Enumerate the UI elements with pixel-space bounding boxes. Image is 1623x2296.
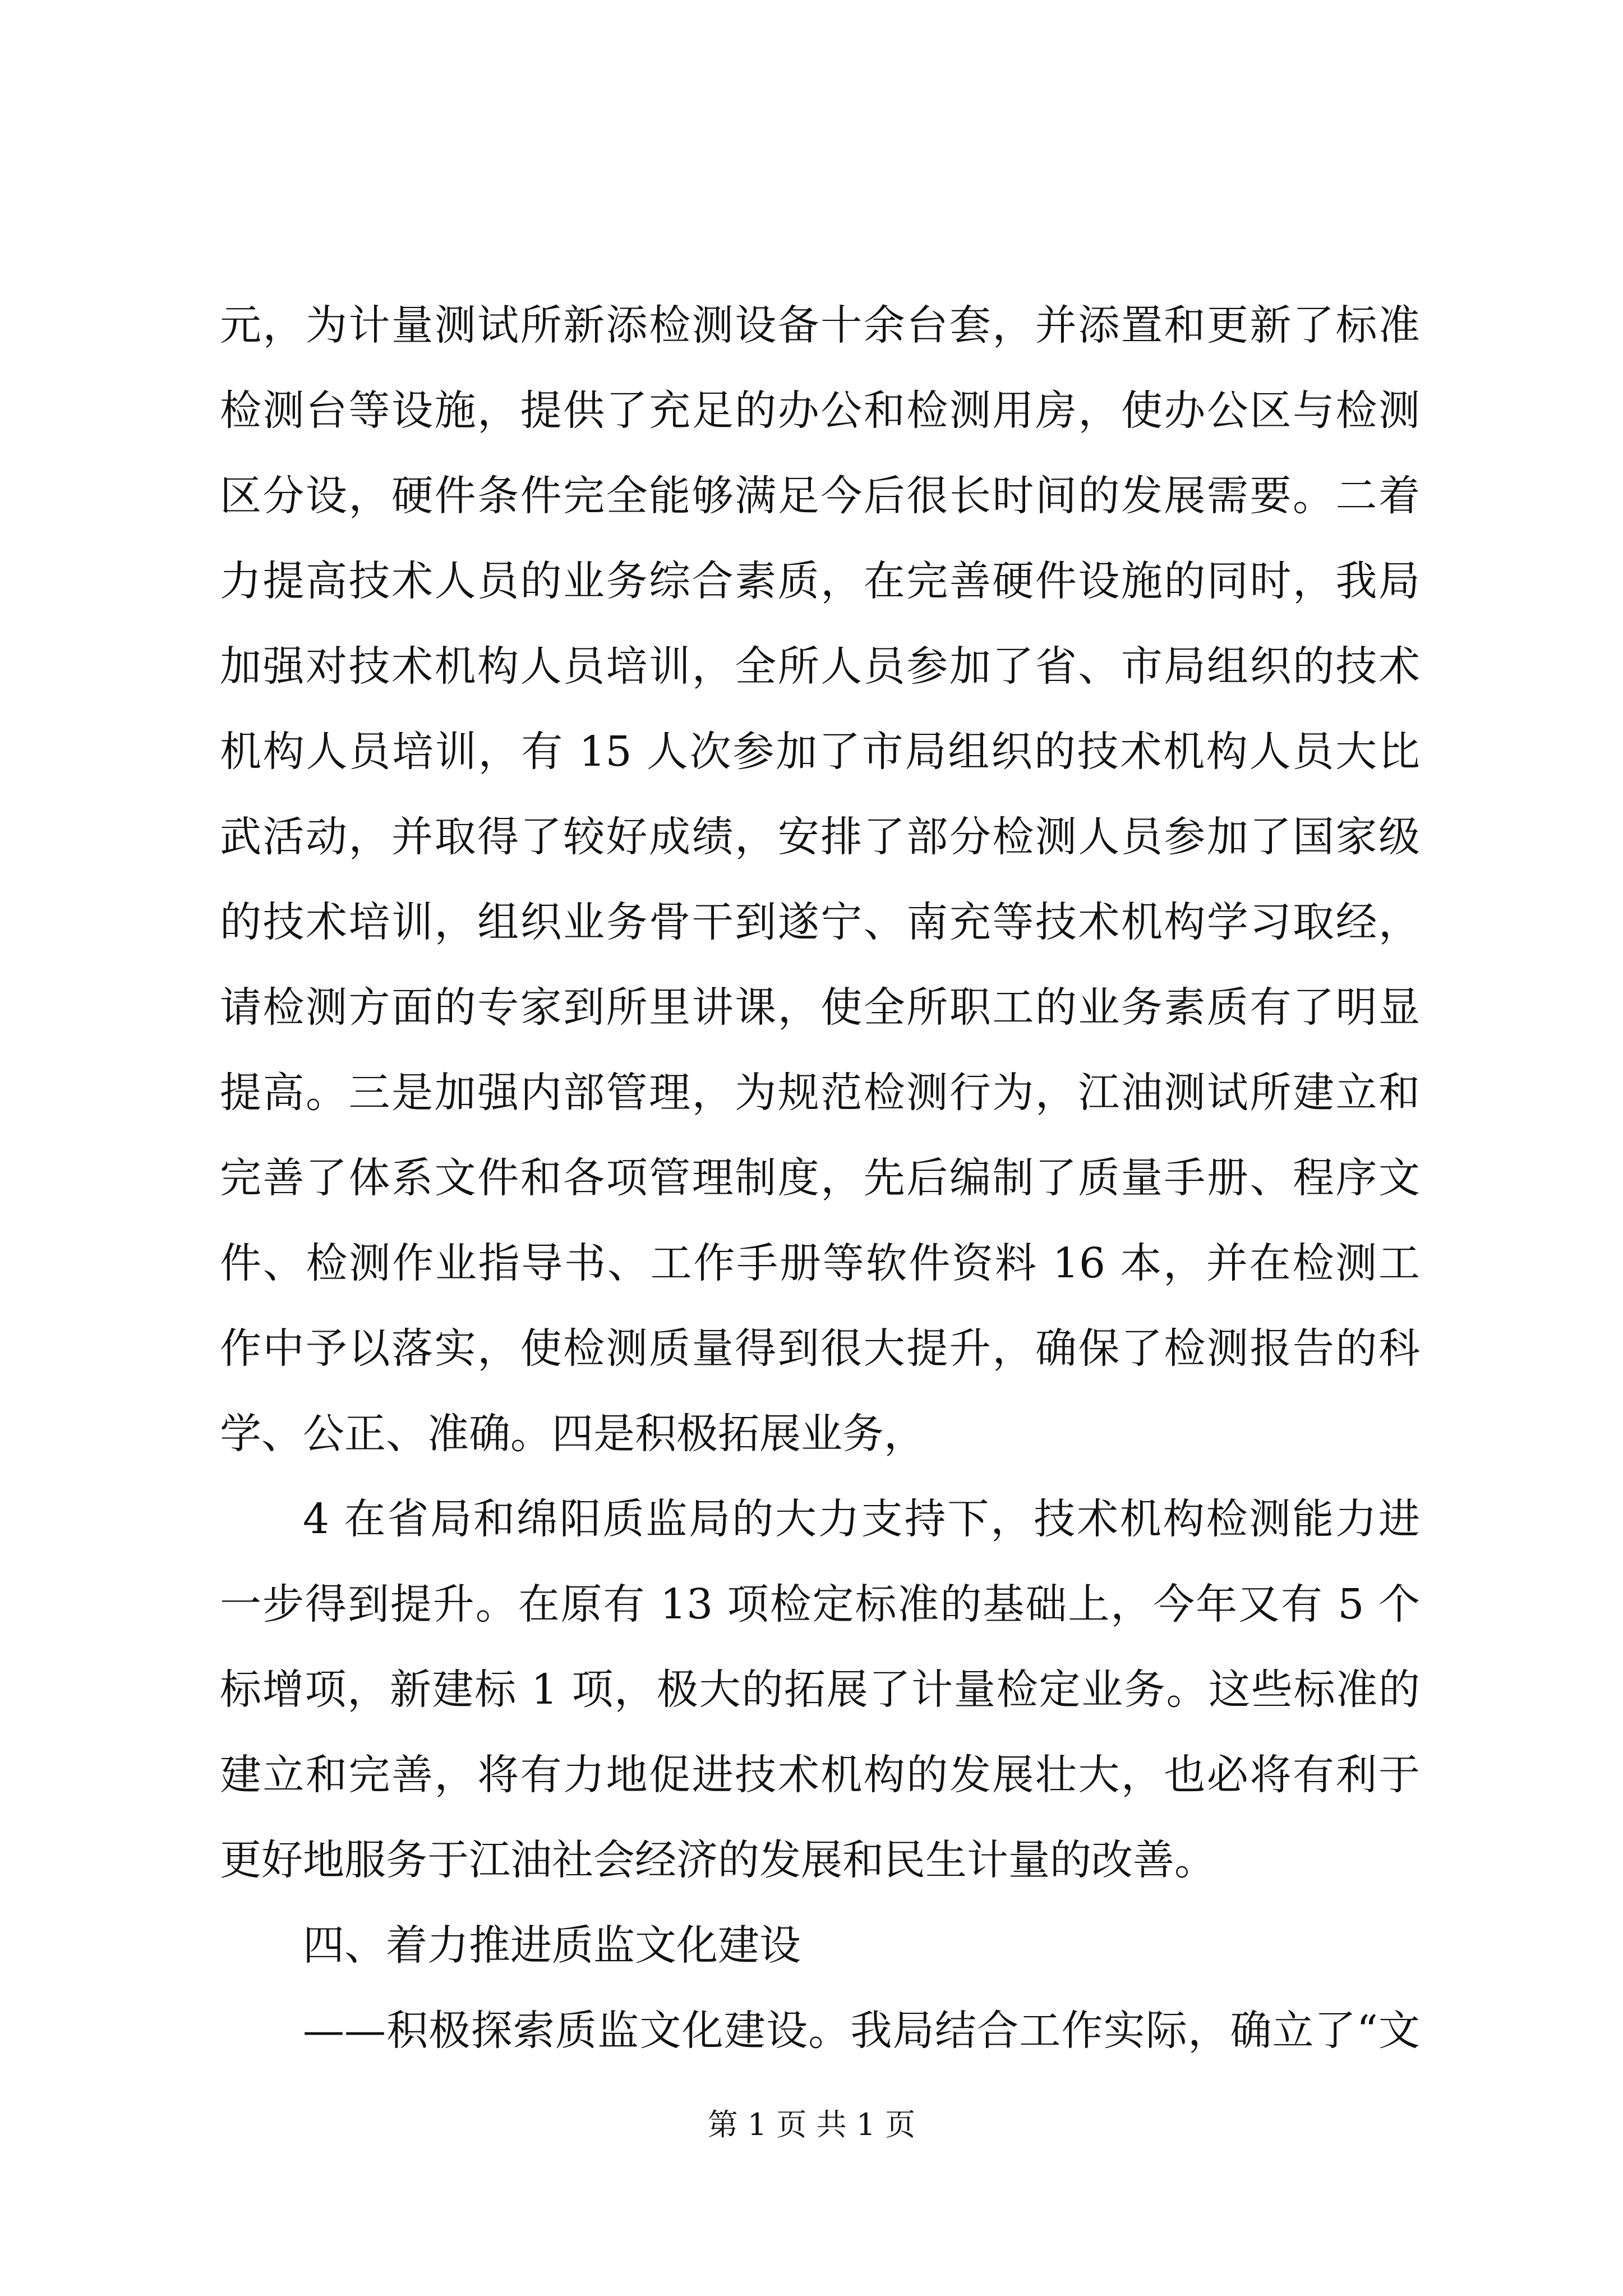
body-text-line: 机构人员培训，有 15 人次参加了市局组织的技术机构人员大比 xyxy=(220,728,1420,776)
body-text-line: 更好地服务于江油社会经济的发展和民生计量的改善。 xyxy=(220,1836,1216,1884)
body-text-line: 件、检测作业指导书、工作手册等软件资料 16 本，并在检测工 xyxy=(220,1239,1420,1287)
body-text-line: 完善了体系文件和各项管理制度，先后编制了质量手册、程序文 xyxy=(220,1154,1420,1202)
paragraph-first-line: 4 在省局和绵阳质监局的大力支持下，技术机构检测能力进 xyxy=(303,1495,1420,1543)
body-text-line: 力提高技术人员的业务综合素质，在完善硬件设施的同时，我局 xyxy=(220,557,1420,605)
body-text-line: 标增项，新建标 1 项，极大的拓展了计量检定业务。这些标准的 xyxy=(220,1665,1420,1714)
body-text-line: 提高。三是加强内部管理，为规范检测行为，江油测试所建立和 xyxy=(220,1069,1420,1117)
body-text-line: 请检测方面的专家到所里讲课，使全所职工的业务素质有了明显 xyxy=(220,983,1420,1032)
body-text-line: 检测台等设施，提供了充足的办公和检测用房，使办公区与检测 xyxy=(220,386,1420,435)
body-text-line: 建立和完善，将有力地促进技术机构的发展壮大，也必将有利于 xyxy=(220,1751,1420,1799)
body-text-line: 的技术培训，组织业务骨干到遂宁、南充等技术机构学习取经， xyxy=(220,898,1420,946)
body-text-line: 武活动，并取得了较好成绩，安排了部分检测人员参加了国家级 xyxy=(220,813,1420,861)
body-text-line: 区分设，硬件条件完全能够满足今后很长时间的发展需要。二着 xyxy=(220,472,1420,520)
body-text-line: 元，为计量测试所新添检测设备十余台套，并添置和更新了标准 xyxy=(220,301,1420,349)
body-text-line: 一步得到提升。在原有 13 项检定标准的基础上，今年又有 5 个 xyxy=(220,1580,1420,1628)
paragraph-first-line: ——积极探索质监文化建设。我局结合工作实际，确立了“文 xyxy=(303,2007,1420,2055)
body-text-line: 加强对技术机构人员培训，全所人员参加了省、市局组织的技术 xyxy=(220,642,1420,691)
body-text-line: 作中予以落实，使检测质量得到很大提升，确保了检测报告的科 xyxy=(220,1324,1420,1373)
body-text-line: 学、公正、准确。四是积极拓展业务， xyxy=(220,1410,925,1458)
page-number-footer: 第 1 页 共 1 页 xyxy=(707,2107,916,2142)
section-heading: 四、着力推进质监文化建设 xyxy=(303,1921,801,1970)
